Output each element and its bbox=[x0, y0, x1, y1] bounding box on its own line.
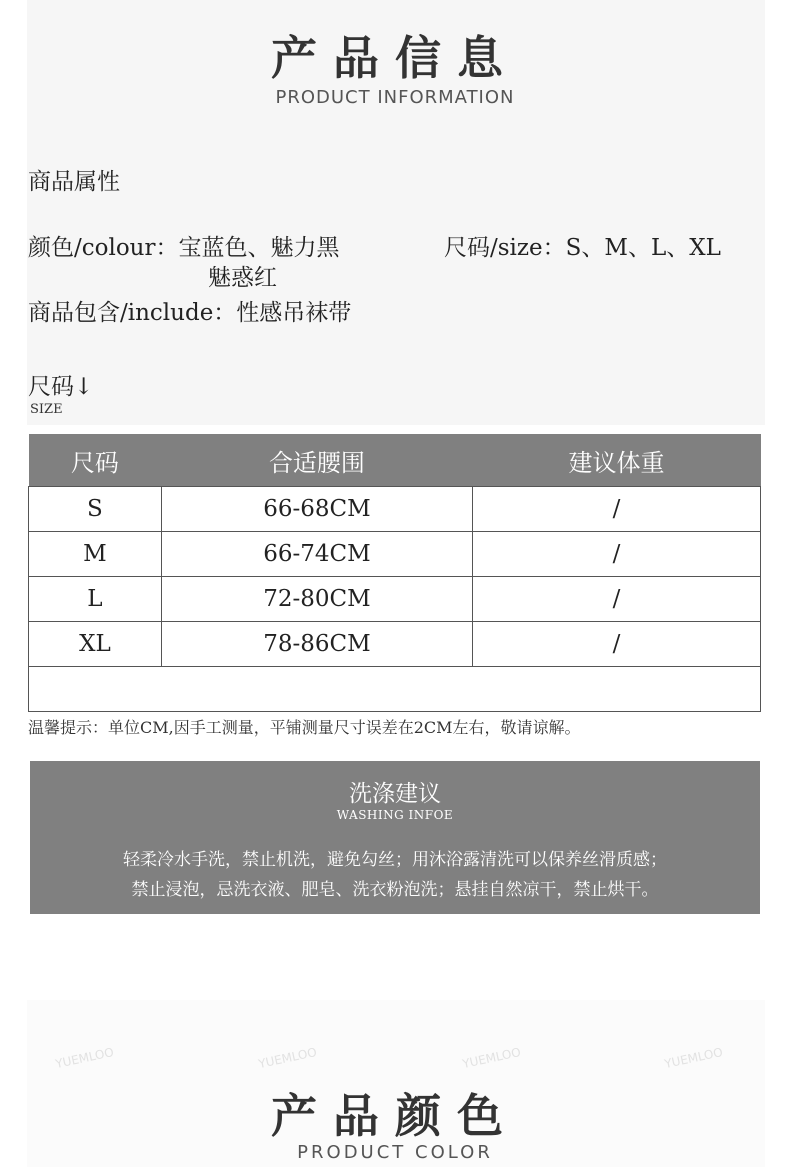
cell-waist: 72-80CM bbox=[161, 577, 472, 622]
cell-weight: / bbox=[473, 532, 761, 577]
table-row bbox=[29, 532, 761, 577]
cell-weight: / bbox=[473, 487, 761, 532]
color-line-continued: 魅惑红 bbox=[208, 265, 277, 291]
cell-size: L bbox=[29, 577, 162, 622]
cell-size: M bbox=[29, 532, 162, 577]
include-line: 商品包含/include：性感吊袜带 bbox=[28, 300, 352, 326]
cell-weight: / bbox=[473, 577, 761, 622]
size-subheading: SIZE bbox=[30, 402, 63, 417]
attributes-heading: 商品属性 bbox=[28, 169, 120, 195]
cell-weight: / bbox=[473, 622, 761, 667]
empty-cell bbox=[29, 667, 761, 712]
header-weight: 建议体重 bbox=[473, 434, 761, 487]
washing-line-1: 轻柔冷水手洗，禁止机洗，避免勾丝；用沐浴露清洗可以保养丝滑质感； bbox=[123, 850, 667, 870]
section-subtitle-product-info: PRODUCT INFORMATION bbox=[275, 87, 515, 108]
section-title-product-color: 产品颜色 bbox=[271, 1089, 519, 1143]
table-row-empty bbox=[29, 667, 761, 712]
cell-waist: 66-74CM bbox=[161, 532, 472, 577]
watermark-logo: YUEMLOO bbox=[257, 1044, 319, 1072]
size-table bbox=[28, 434, 761, 712]
washing-panel bbox=[30, 761, 760, 914]
header-size: 尺码 bbox=[29, 434, 162, 487]
washing-title: 洗涤建议 bbox=[349, 781, 441, 807]
table-row bbox=[29, 577, 761, 622]
color-line: 颜色/colour：宝蓝色、魅力黑 bbox=[28, 235, 340, 261]
watermark-logo: YUEMLOO bbox=[461, 1044, 523, 1072]
section-subtitle-product-color: PRODUCT COLOR bbox=[297, 1142, 493, 1163]
measurement-tip: 温馨提示：单位CM,因手工测量，平铺测量尺寸误差在2CM左右，敬请谅解。 bbox=[28, 718, 581, 737]
table-row bbox=[29, 622, 761, 667]
washing-subtitle: WASHING INFOE bbox=[336, 808, 454, 822]
size-table-header-row bbox=[29, 434, 761, 487]
watermark-logo: YUEMLOO bbox=[54, 1044, 116, 1072]
header-waist: 合适腰围 bbox=[161, 434, 472, 487]
washing-line-2: 禁止浸泡，忌洗衣液、肥皂、洗衣粉泡洗；悬挂自然凉干，禁止烘干。 bbox=[131, 880, 659, 900]
size-line: 尺码/size：S、M、L、XL bbox=[444, 235, 721, 261]
watermark-logo: YUEMLOO bbox=[663, 1044, 725, 1072]
cell-size: XL bbox=[29, 622, 162, 667]
table-row bbox=[29, 487, 761, 532]
section-title-product-info: 产品信息 bbox=[271, 31, 519, 85]
cell-waist: 78-86CM bbox=[161, 622, 472, 667]
size-heading: 尺码↓ bbox=[28, 374, 94, 400]
cell-waist: 66-68CM bbox=[161, 487, 472, 532]
cell-size: S bbox=[29, 487, 162, 532]
